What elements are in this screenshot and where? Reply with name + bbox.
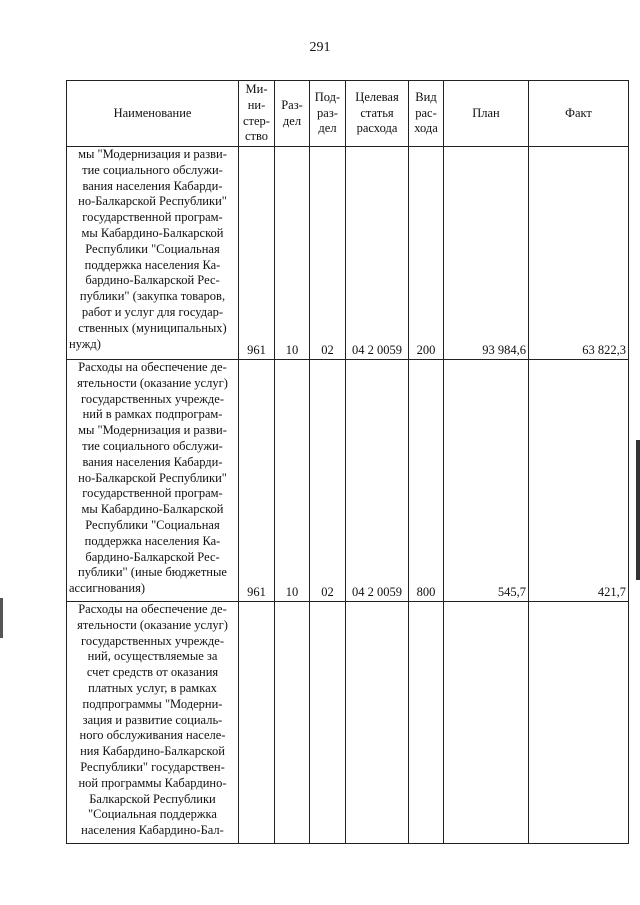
name-line: ний, осуществляемые за <box>87 649 218 664</box>
scan-edge-mark <box>0 598 3 638</box>
name-line: Республики "Социальная <box>85 241 220 256</box>
row-section: 10 <box>275 360 310 602</box>
row-section: 10 <box>275 147 310 360</box>
header-target-line: Целевая <box>355 89 399 104</box>
name-line: ятельности (оказание услуг) <box>77 375 228 390</box>
name-line: ния Кабардино-Балкарской <box>80 744 225 759</box>
table-body <box>67 147 629 844</box>
row-target: 04 2 0059 <box>346 147 409 360</box>
name-line: подпрограммы "Модерни- <box>82 696 223 711</box>
name-line: тие социального обслужи- <box>82 162 223 177</box>
name-line: мы "Модернизация и разви- <box>78 423 227 438</box>
name-line: государственных учрежде- <box>81 391 224 406</box>
header-ministry-line: ни- <box>247 97 266 112</box>
page-number: 291 <box>309 40 331 55</box>
row-subsection: 02 <box>310 360 346 602</box>
row-plan: 93 984,6 <box>444 147 529 360</box>
row-fact: 63 822,3 <box>529 147 629 360</box>
row-target <box>346 602 409 844</box>
row-plan: 545,7 <box>444 360 529 602</box>
header-subsection-line: Под- <box>314 89 341 104</box>
row-name <box>67 147 239 360</box>
header-type-line: хода <box>414 121 438 136</box>
row-ministry: 961 <box>239 147 275 360</box>
budget-table <box>66 80 629 844</box>
name-line: бардино-Балкарской Рес- <box>85 273 220 288</box>
name-line: счет средств от оказания <box>86 665 219 680</box>
name-line: Республики" государствен- <box>80 759 225 774</box>
header-type-line: Вид <box>415 89 437 104</box>
row-plan <box>444 602 529 844</box>
row-fact: 421,7 <box>529 360 629 602</box>
row-type <box>409 602 444 844</box>
header-type-line: рас- <box>415 105 437 120</box>
header-section <box>275 81 310 147</box>
name-line: зация и развитие социаль- <box>82 712 223 727</box>
header-fact: Факт <box>529 81 629 147</box>
header-subsection <box>310 81 346 147</box>
name-line: ной программы Кабардино- <box>78 775 227 790</box>
header-section-line: Раз- <box>281 97 303 112</box>
row-name <box>67 602 239 844</box>
header-target <box>346 81 409 147</box>
header-subsection-line: раз- <box>317 105 338 120</box>
header-plan: План <box>444 81 529 147</box>
name-line: работ и услуг для государ- <box>81 304 224 319</box>
table-row <box>67 360 629 602</box>
header-name: Наименование <box>67 81 239 147</box>
row-subsection <box>310 602 346 844</box>
name-line: вания населения Кабарди- <box>82 178 223 193</box>
table-header <box>67 81 629 147</box>
name-line: поддержка населения Ка- <box>84 533 221 548</box>
name-line: государственных учрежде- <box>81 633 224 648</box>
row-type: 800 <box>409 360 444 602</box>
row-fact <box>529 602 629 844</box>
name-line: публики" (иные бюджетные <box>78 565 227 580</box>
header-section-line: дел <box>282 113 302 128</box>
name-line: но-Балкарской Республики" <box>78 194 227 209</box>
name-line: тие социального обслужи- <box>82 438 223 453</box>
name-line: мы Кабардино-Балкарской <box>81 502 224 517</box>
name-line: но-Балкарской Республики" <box>78 470 227 485</box>
header-type <box>409 81 444 147</box>
table-row <box>67 147 629 360</box>
scan-edge-mark <box>636 440 640 580</box>
table-row <box>67 602 629 844</box>
name-line: ассигнования) <box>69 581 145 596</box>
header-ministry-line: Ми- <box>245 81 268 96</box>
name-line: ственных (муниципальных) <box>78 320 227 335</box>
name-line: мы Кабардино-Балкарской <box>81 225 224 240</box>
name-line: Расходы на обеспечение де- <box>78 602 227 616</box>
name-line: государственной програм- <box>82 486 223 501</box>
header-ministry-line: ство <box>244 129 269 144</box>
row-section <box>275 602 310 844</box>
name-line: населения Кабардино-Бал- <box>81 823 224 838</box>
row-ministry: 961 <box>239 360 275 602</box>
name-line: мы "Модернизация и разви- <box>78 147 227 161</box>
name-line: Балкарской Республики <box>89 791 216 806</box>
name-line: "Социальная поддержка <box>88 807 217 822</box>
header-target-line: статья <box>360 105 394 120</box>
header-ministry-line: стер- <box>243 113 270 128</box>
name-line: платных услуг, в рамках <box>88 680 217 695</box>
name-line: публики" (закупка товаров, <box>79 289 226 304</box>
row-type: 200 <box>409 147 444 360</box>
name-line: бардино-Балкарской Рес- <box>85 549 220 564</box>
row-subsection: 02 <box>310 147 346 360</box>
name-line: ятельности (оказание услуг) <box>77 617 228 632</box>
name-line: нужд) <box>69 336 101 351</box>
name-line: государственной програм- <box>82 210 223 225</box>
header-target-line: расхода <box>356 121 398 136</box>
row-target: 04 2 0059 <box>346 360 409 602</box>
header-ministry <box>239 81 275 147</box>
name-line: поддержка населения Ка- <box>84 257 221 272</box>
name-line: вания населения Кабарди- <box>82 454 223 469</box>
name-line: ний в рамках подпрограм- <box>82 407 223 422</box>
name-line: Республики "Социальная <box>85 517 220 532</box>
name-line: ного обслуживания населе- <box>79 728 226 743</box>
row-name <box>67 360 239 602</box>
row-ministry <box>239 602 275 844</box>
header-subsection-line: дел <box>318 121 337 136</box>
name-line: Расходы на обеспечение де- <box>78 360 227 374</box>
